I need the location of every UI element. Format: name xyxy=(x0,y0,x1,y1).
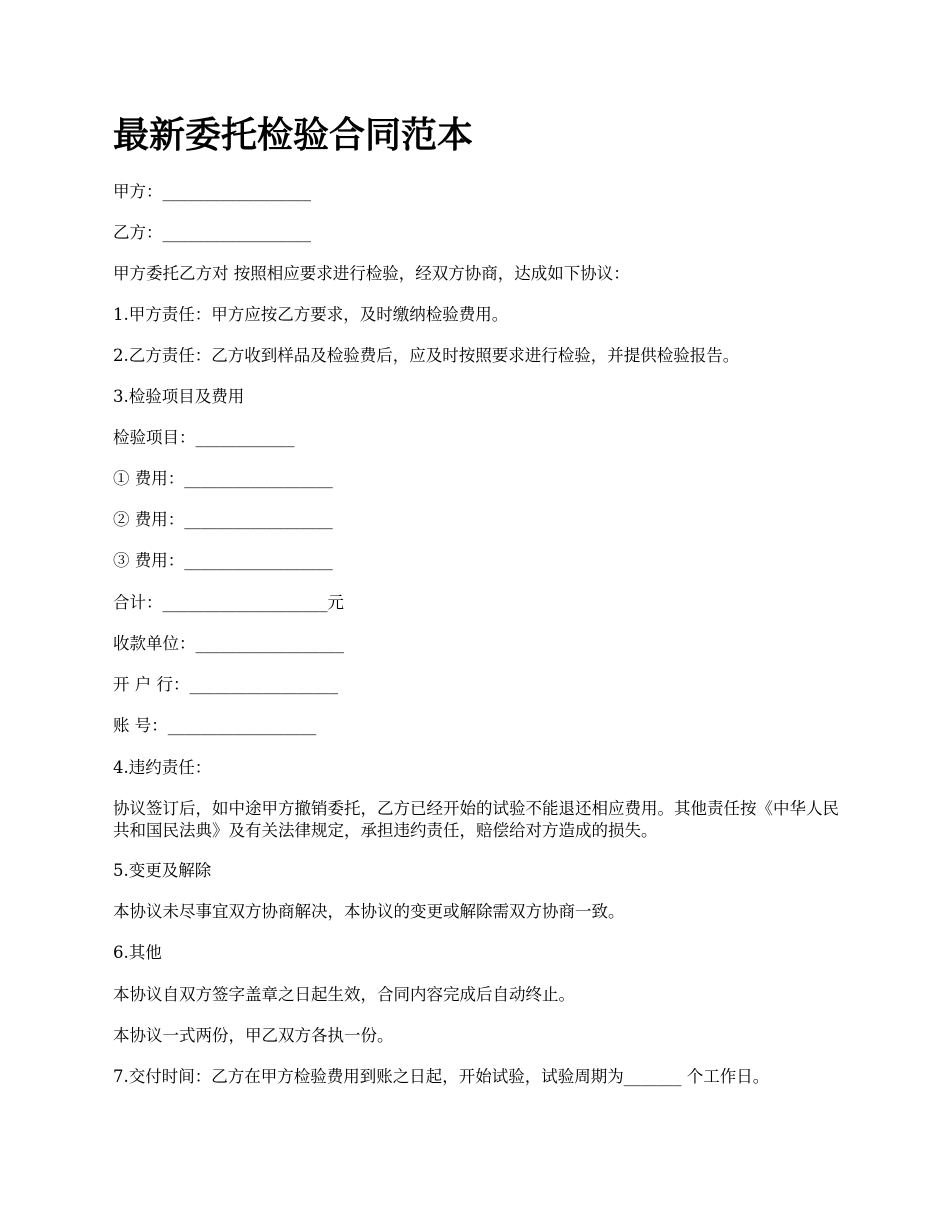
clause-6-body-2: 本协议一式两份，甲乙双方各执一份。 xyxy=(113,1026,394,1045)
party-b-line: 乙方：__________________ xyxy=(113,223,311,242)
clause-5-body: 本协议未尽事宜双方协商解决，本协议的变更或解除需双方协商一致。 xyxy=(113,902,625,921)
total-line: 合计：____________________元 xyxy=(113,593,344,612)
account-line: 账 号：__________________ xyxy=(113,716,317,735)
clause-3-heading: 3.检验项目及费用 xyxy=(113,387,245,406)
fee-2-line: ② 费用：__________________ xyxy=(113,510,333,529)
clause-4-body: 协议签订后，如中途甲方撤销委托，乙方已经开始的试验不能退还相应费用。其他责任按《中华人民共和国民法典》及有关法律规定，承担违约责任，赔偿给对方造成的损失。 xyxy=(113,799,839,840)
clause-6-body-1: 本协议自双方签字盖章之日起生效，合同内容完成后自动终止。 xyxy=(113,985,575,1004)
clause-5-heading: 5.变更及解除 xyxy=(113,861,212,880)
clause-6-heading: 6.其他 xyxy=(113,943,162,962)
clause-7: 7.交付时间：乙方在甲方检验费用到账之日起，开始试验，试验周期为_______ 个工作日。 xyxy=(113,1067,770,1086)
fee-3-line: ③ 费用：__________________ xyxy=(113,551,333,570)
payee-line: 收款单位：__________________ xyxy=(113,634,344,653)
bank-line: 开 户 行：__________________ xyxy=(113,675,338,694)
clause-2: 2.乙方责任：乙方收到样品及检验费后，应及时按照要求进行检验，并提供检验报告。 xyxy=(113,346,740,365)
fee-1-line: ① 费用：__________________ xyxy=(113,469,333,488)
party-a-line: 甲方：__________________ xyxy=(113,182,311,201)
document-title: 最新委托检验合同范本 xyxy=(113,114,474,156)
clause-1: 1.甲方责任：甲方应按乙方要求，及时缴纳检验费用。 xyxy=(113,305,509,324)
inspection-items-line: 检验项目：____________ xyxy=(113,428,295,447)
clause-4-heading: 4.违约责任： xyxy=(113,758,212,777)
intro-paragraph: 甲方委托乙方对 按照相应要求进行检验，经双方协商，达成如下协议： xyxy=(113,264,630,283)
